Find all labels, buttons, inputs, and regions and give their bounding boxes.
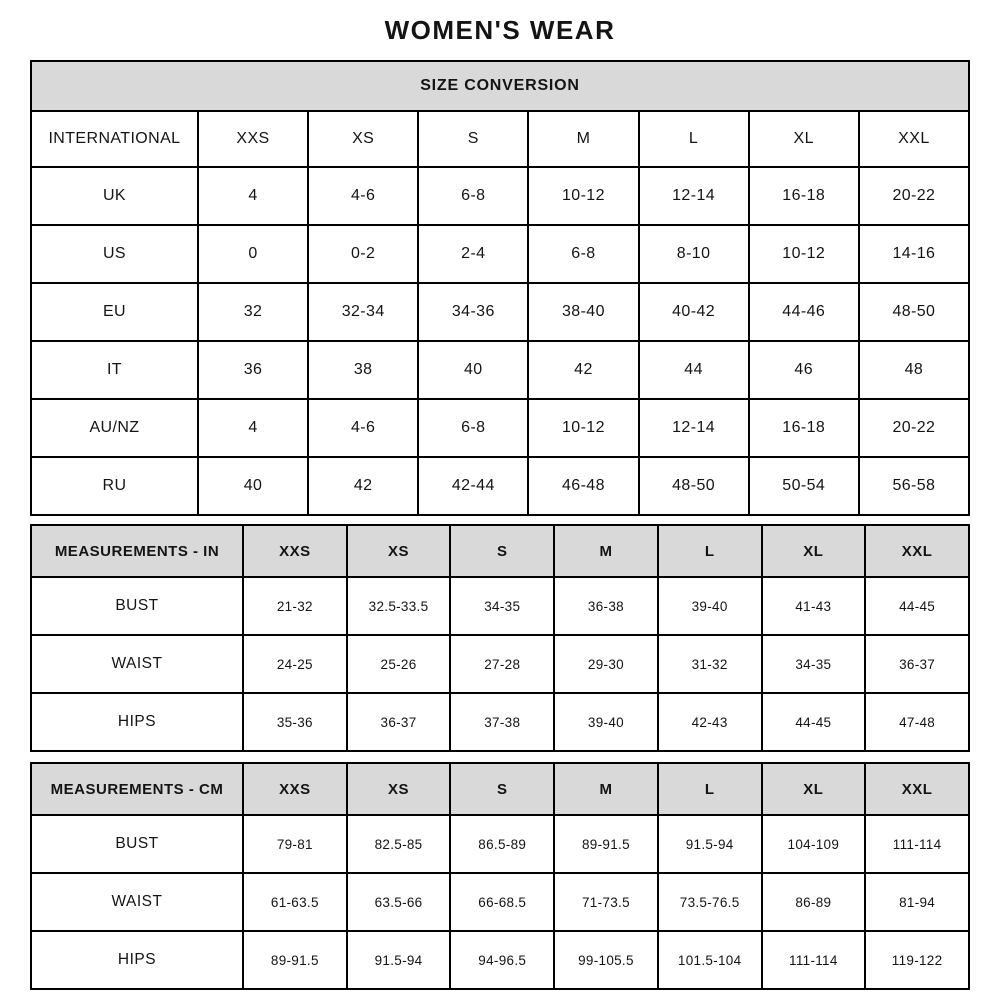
col-header-m: M	[554, 525, 658, 577]
size-value: 40	[418, 341, 528, 399]
table-row	[31, 815, 969, 873]
measurements-cm-title: MEASUREMENTS - CM	[31, 763, 243, 815]
size-value: 50-54	[749, 457, 859, 515]
measure-value: 36-37	[347, 693, 451, 751]
col-header-s: S	[450, 763, 554, 815]
col-header-m: M	[554, 763, 658, 815]
col-header-s: S	[418, 111, 528, 167]
measurements-in-header-row	[31, 525, 969, 577]
table-row	[31, 931, 969, 989]
size-value: 16-18	[749, 167, 859, 225]
size-value: 0	[198, 225, 308, 283]
row-label-aunz: AU/NZ	[31, 399, 198, 457]
size-conversion-table	[30, 60, 970, 516]
measure-value: 44-45	[865, 577, 969, 635]
measure-value: 79-81	[243, 815, 347, 873]
measure-value: 86.5-89	[450, 815, 554, 873]
row-label-bust: BUST	[31, 815, 243, 873]
measure-value: 37-38	[450, 693, 554, 751]
measure-value: 24-25	[243, 635, 347, 693]
row-label-waist: WAIST	[31, 873, 243, 931]
size-conversion-header-row	[31, 61, 969, 111]
size-value: 14-16	[859, 225, 969, 283]
table-row	[31, 399, 969, 457]
measure-value: 111-114	[865, 815, 969, 873]
measure-value: 81-94	[865, 873, 969, 931]
size-value: 48-50	[859, 283, 969, 341]
measure-value: 32.5-33.5	[347, 577, 451, 635]
size-value: 44	[639, 341, 749, 399]
table-row	[31, 283, 969, 341]
size-value: 20-22	[859, 167, 969, 225]
measure-value: 91.5-94	[347, 931, 451, 989]
row-label-hips: HIPS	[31, 693, 243, 751]
row-label-us: US	[31, 225, 198, 283]
col-header-international: INTERNATIONAL	[31, 111, 198, 167]
measurements-in-table	[30, 524, 970, 752]
col-header-m: M	[528, 111, 638, 167]
size-conversion-columns-row	[31, 111, 969, 167]
col-header-xxl: XXL	[859, 111, 969, 167]
measure-value: 27-28	[450, 635, 554, 693]
size-value: 36	[198, 341, 308, 399]
measure-value: 89-91.5	[243, 931, 347, 989]
measure-value: 99-105.5	[554, 931, 658, 989]
row-label-bust: BUST	[31, 577, 243, 635]
measure-value: 25-26	[347, 635, 451, 693]
table-row	[31, 635, 969, 693]
size-value: 42	[308, 457, 418, 515]
size-value: 0-2	[308, 225, 418, 283]
size-value: 12-14	[639, 399, 749, 457]
measure-value: 42-43	[658, 693, 762, 751]
size-value: 4-6	[308, 399, 418, 457]
col-header-xxs: XXS	[243, 763, 347, 815]
row-label-ru: RU	[31, 457, 198, 515]
measure-value: 111-114	[762, 931, 866, 989]
table-row	[31, 341, 969, 399]
measurements-cm-header-row	[31, 763, 969, 815]
size-value: 6-8	[418, 399, 528, 457]
measurements-in-title: MEASUREMENTS - IN	[31, 525, 243, 577]
measure-value: 86-89	[762, 873, 866, 931]
measure-value: 104-109	[762, 815, 866, 873]
measure-value: 31-32	[658, 635, 762, 693]
row-label-hips: HIPS	[31, 931, 243, 989]
table-row	[31, 457, 969, 515]
measure-value: 39-40	[554, 693, 658, 751]
table-row	[31, 225, 969, 283]
size-value: 34-36	[418, 283, 528, 341]
size-value: 38-40	[528, 283, 638, 341]
size-value: 42-44	[418, 457, 528, 515]
size-value: 56-58	[859, 457, 969, 515]
table-row	[31, 167, 969, 225]
measure-value: 34-35	[450, 577, 554, 635]
size-value: 32-34	[308, 283, 418, 341]
size-value: 12-14	[639, 167, 749, 225]
measurements-cm-table	[30, 762, 970, 990]
measure-value: 71-73.5	[554, 873, 658, 931]
size-value: 2-4	[418, 225, 528, 283]
size-value: 44-46	[749, 283, 859, 341]
measure-value: 29-30	[554, 635, 658, 693]
size-value: 40	[198, 457, 308, 515]
col-header-l: L	[639, 111, 749, 167]
size-value: 16-18	[749, 399, 859, 457]
measure-value: 61-63.5	[243, 873, 347, 931]
table-row	[31, 577, 969, 635]
measure-value: 36-38	[554, 577, 658, 635]
measure-value: 73.5-76.5	[658, 873, 762, 931]
size-value: 4	[198, 167, 308, 225]
measure-value: 66-68.5	[450, 873, 554, 931]
row-label-eu: EU	[31, 283, 198, 341]
size-value: 42	[528, 341, 638, 399]
size-conversion-title: SIZE CONVERSION	[31, 61, 969, 111]
size-value: 6-8	[528, 225, 638, 283]
col-header-xl: XL	[762, 525, 866, 577]
col-header-xl: XL	[762, 763, 866, 815]
measure-value: 91.5-94	[658, 815, 762, 873]
col-header-xxs: XXS	[198, 111, 308, 167]
col-header-s: S	[450, 525, 554, 577]
size-value: 10-12	[528, 167, 638, 225]
col-header-xs: XS	[347, 525, 451, 577]
row-label-it: IT	[31, 341, 198, 399]
page-title: WOMEN'S WEAR	[384, 15, 616, 45]
col-header-xl: XL	[749, 111, 859, 167]
row-label-uk: UK	[31, 167, 198, 225]
table-row	[31, 873, 969, 931]
size-value: 46-48	[528, 457, 638, 515]
col-header-xxl: XXL	[865, 763, 969, 815]
measure-value: 94-96.5	[450, 931, 554, 989]
measure-value: 21-32	[243, 577, 347, 635]
measure-value: 35-36	[243, 693, 347, 751]
measure-value: 89-91.5	[554, 815, 658, 873]
measure-value: 101.5-104	[658, 931, 762, 989]
measure-value: 36-37	[865, 635, 969, 693]
size-value: 10-12	[749, 225, 859, 283]
col-header-xxl: XXL	[865, 525, 969, 577]
size-value: 6-8	[418, 167, 528, 225]
size-value: 4	[198, 399, 308, 457]
size-value: 20-22	[859, 399, 969, 457]
size-value: 48-50	[639, 457, 749, 515]
col-header-l: L	[658, 525, 762, 577]
size-value: 4-6	[308, 167, 418, 225]
size-value: 10-12	[528, 399, 638, 457]
size-value: 46	[749, 341, 859, 399]
col-header-xxs: XXS	[243, 525, 347, 577]
size-value: 40-42	[639, 283, 749, 341]
measure-value: 119-122	[865, 931, 969, 989]
size-value: 48	[859, 341, 969, 399]
size-value: 38	[308, 341, 418, 399]
row-label-waist: WAIST	[31, 635, 243, 693]
col-header-xs: XS	[308, 111, 418, 167]
measure-value: 34-35	[762, 635, 866, 693]
table-row	[31, 693, 969, 751]
measure-value: 39-40	[658, 577, 762, 635]
measure-value: 82.5-85	[347, 815, 451, 873]
measure-value: 44-45	[762, 693, 866, 751]
col-header-xs: XS	[347, 763, 451, 815]
col-header-l: L	[658, 763, 762, 815]
measure-value: 63.5-66	[347, 873, 451, 931]
measure-value: 41-43	[762, 577, 866, 635]
size-value: 32	[198, 283, 308, 341]
size-value: 8-10	[639, 225, 749, 283]
measure-value: 47-48	[865, 693, 969, 751]
